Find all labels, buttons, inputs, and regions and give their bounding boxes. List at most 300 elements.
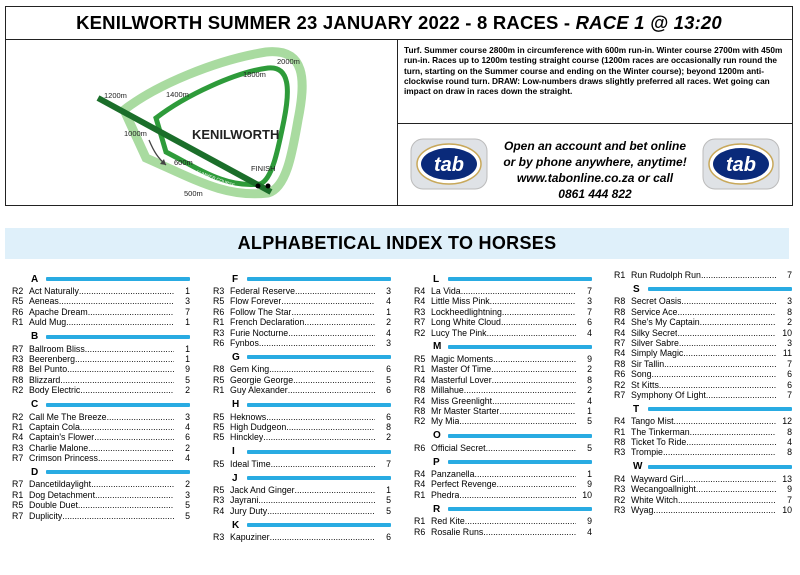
leader-dots [91, 479, 174, 489]
leader-dots [487, 328, 576, 338]
horse-name: Aeneas [29, 296, 59, 307]
race-code: R5 [414, 353, 426, 364]
section-letter: C [31, 399, 39, 411]
horse-entry[interactable] [12, 412, 190, 422]
section-divider [46, 335, 190, 339]
section-header [213, 350, 391, 364]
horse-number: 6 [386, 385, 391, 396]
horse-entry[interactable] [414, 317, 592, 327]
race-code: R1 [12, 421, 24, 432]
horse-entry[interactable] [414, 479, 592, 489]
horse-number: 9 [587, 516, 592, 527]
race-code: R5 [213, 411, 225, 422]
course-map [6, 40, 398, 205]
horse-entry[interactable] [614, 416, 792, 426]
leader-dots [79, 286, 174, 296]
horse-name: Bel Punto [29, 364, 68, 375]
horse-number: 6 [185, 432, 190, 443]
horse-entry[interactable] [614, 317, 792, 327]
race-code: R4 [213, 505, 225, 516]
tab-logo-icon[interactable] [702, 138, 780, 190]
section-letter: I [232, 446, 235, 458]
horse-number: 1 [185, 353, 190, 364]
horse-entry[interactable] [213, 506, 391, 516]
horse-number: 8 [787, 447, 792, 458]
horse-number: 3 [386, 286, 391, 296]
section-letter: R [433, 503, 441, 515]
horse-entry[interactable] [12, 432, 190, 442]
horse-name: Crimson Princess [29, 453, 98, 464]
race-code: R6 [414, 526, 426, 537]
horse-entry[interactable] [213, 338, 391, 348]
leader-dots [502, 307, 576, 317]
leader-dots [80, 385, 174, 395]
horse-name: Flow Forever [230, 296, 282, 307]
horse-entry[interactable] [614, 270, 792, 280]
horse-entry[interactable] [614, 348, 792, 358]
horse-number: 5 [185, 510, 190, 521]
horse-name: Symphony Of Light [631, 389, 706, 400]
leader-dots [67, 364, 174, 374]
horse-name: Double Duet [29, 500, 78, 511]
horse-entry[interactable] [414, 286, 592, 296]
horse-name: Dancetildaylight [29, 479, 92, 490]
horse-entry[interactable] [414, 364, 592, 374]
race-code: R2 [12, 286, 24, 296]
horse-entry[interactable] [614, 484, 792, 494]
leader-dots [271, 459, 375, 469]
horse-number: 3 [185, 489, 190, 500]
svg-text:tab: tab [726, 154, 756, 176]
horse-number: 1 [587, 405, 592, 416]
horse-entry[interactable] [414, 307, 592, 317]
horse-entry[interactable] [12, 443, 190, 453]
horse-number: 6 [386, 364, 391, 375]
leader-dots [461, 286, 576, 296]
race-code: R3 [213, 327, 225, 338]
horse-entry[interactable] [414, 296, 592, 306]
race-code: R1 [614, 426, 626, 437]
horse-entry[interactable] [213, 422, 391, 432]
leader-dots [491, 364, 576, 374]
horse-number: 4 [185, 421, 190, 432]
section-header [213, 272, 391, 286]
horse-number: 3 [185, 411, 190, 422]
section-divider [247, 450, 391, 454]
horse-number: 1 [185, 286, 190, 296]
horse-name: White Witch [631, 494, 678, 505]
horse-name: Auld Mug [29, 317, 67, 328]
horse-entry[interactable] [12, 344, 190, 354]
horse-name: Jack And Ginger [230, 485, 295, 496]
leader-dots [291, 307, 375, 317]
section-header [213, 445, 391, 459]
horse-number: 4 [587, 395, 592, 406]
section-divider [247, 523, 391, 527]
leader-dots [266, 412, 375, 422]
horse-number: 7 [787, 389, 792, 400]
race-code: R3 [213, 495, 225, 506]
horse-entry[interactable] [12, 500, 190, 510]
race-code: R3 [213, 286, 225, 296]
horse-entry[interactable] [213, 432, 391, 442]
section-header [12, 465, 190, 479]
label-1400m: 1400m [166, 90, 189, 99]
race-code: R3 [414, 306, 426, 317]
horse-number: 7 [587, 286, 592, 296]
horse-entry[interactable] [614, 390, 792, 400]
section-letter: M [433, 341, 442, 353]
horse-entry[interactable] [12, 286, 190, 296]
horse-number: 3 [386, 337, 391, 348]
leader-dots [304, 317, 375, 327]
leader-dots [259, 338, 375, 348]
race-code: R1 [614, 270, 626, 280]
label-1200m: 1200m [104, 91, 127, 100]
horse-entry[interactable] [213, 485, 391, 495]
race-code: R5 [12, 296, 24, 307]
horse-name: Jury Duty [230, 505, 268, 516]
race-code: R1 [414, 364, 426, 375]
horse-number: 6 [386, 411, 391, 422]
horse-number: 13 [782, 473, 792, 484]
section-letter: L [433, 273, 440, 285]
race-code: R7 [12, 453, 24, 464]
horse-entry[interactable] [614, 505, 792, 515]
race-code: R8 [614, 437, 626, 448]
section-letter: W [633, 461, 643, 473]
horse-entry[interactable] [414, 354, 592, 364]
horse-number: 7 [787, 270, 792, 280]
horse-name: Wyag [631, 505, 654, 516]
leader-dots [85, 344, 174, 354]
leader-dots [686, 437, 776, 447]
leader-dots [696, 484, 776, 494]
horse-name: Call Me The Breeze [29, 411, 107, 422]
horse-entry[interactable] [12, 479, 190, 489]
promo-text [490, 138, 700, 202]
section-letter: B [31, 331, 39, 343]
horse-name: Sir Tallin [631, 358, 665, 369]
horse-entry[interactable] [12, 453, 190, 463]
section-letter: T [633, 403, 640, 415]
horse-entry[interactable] [213, 307, 391, 317]
race-code: R5 [213, 421, 225, 432]
index-column-4 [614, 270, 792, 515]
leader-dots [263, 432, 375, 442]
horse-entry[interactable] [12, 511, 190, 521]
horse-entry[interactable] [414, 416, 592, 426]
index-column-3 [414, 270, 592, 537]
horse-name: Apache Dream [29, 306, 88, 317]
horse-entry[interactable] [12, 385, 190, 395]
race-code: R2 [12, 385, 24, 396]
horse-number: 3 [185, 296, 190, 307]
horse-entry[interactable] [12, 364, 190, 374]
horse-number: 3 [787, 296, 792, 307]
race-code: R3 [12, 353, 24, 364]
race-code: R8 [414, 405, 426, 416]
horse-name: Kapuziner [230, 532, 270, 543]
horse-entry[interactable] [414, 375, 592, 385]
leader-dots [659, 380, 776, 390]
horse-number: 1 [185, 317, 190, 328]
label-1800m: 1800m [243, 70, 266, 79]
horse-entry[interactable] [213, 459, 391, 469]
leader-dots [62, 511, 174, 521]
horse-entry[interactable] [614, 338, 792, 348]
horse-entry[interactable] [414, 490, 592, 500]
horse-number: 3 [787, 337, 792, 348]
section-divider [448, 460, 592, 464]
horse-entry[interactable] [213, 412, 391, 422]
horse-name: Run Rudolph Run [631, 270, 701, 280]
section-divider [247, 476, 391, 480]
race-code: R4 [414, 286, 426, 296]
race-code: R7 [12, 343, 24, 354]
horse-entry[interactable] [414, 443, 592, 453]
section-divider [46, 403, 190, 407]
race-code: R4 [414, 374, 426, 385]
race-code: R6 [12, 306, 24, 317]
leader-dots [66, 317, 174, 327]
horse-name: La Vida [431, 286, 461, 296]
horse-name: French Declaration [230, 317, 305, 328]
race-code: R5 [213, 432, 225, 443]
leader-dots [492, 375, 576, 385]
race-code: R4 [414, 469, 426, 480]
horse-number: 8 [587, 374, 592, 385]
horse-entry[interactable] [614, 437, 792, 447]
horse-number: 5 [386, 495, 391, 506]
section-header [414, 429, 592, 443]
horse-number: 2 [386, 432, 391, 443]
horse-entry[interactable] [213, 296, 391, 306]
horse-entry[interactable] [614, 427, 792, 437]
horse-entry[interactable] [213, 328, 391, 338]
horse-number: 2 [185, 385, 190, 396]
leader-dots [652, 369, 776, 379]
horse-entry[interactable] [213, 286, 391, 296]
horse-number: 3 [587, 296, 592, 307]
horse-entry[interactable] [614, 359, 792, 369]
race-code: R3 [213, 532, 225, 543]
leader-dots [501, 317, 576, 327]
index-column-2 [213, 270, 391, 543]
horse-number: 5 [185, 374, 190, 385]
section-letter: D [31, 466, 39, 478]
label-winter-course: WINTER COURSE [180, 91, 218, 111]
leader-dots [459, 490, 576, 500]
horse-name: Rosalie Runs [431, 526, 484, 537]
race-code: R3 [614, 484, 626, 495]
label-600m: 600m [174, 158, 193, 167]
race-code: R5 [213, 458, 225, 469]
title-race: RACE 1 @ 13:20 [575, 12, 722, 33]
race-code: R8 [614, 306, 626, 317]
section-divider [448, 507, 592, 511]
leader-dots [88, 307, 174, 317]
horse-name: Silver Sabre [631, 337, 679, 348]
horse-entry[interactable] [614, 474, 792, 484]
horse-number: 7 [787, 494, 792, 505]
race-code: R3 [12, 442, 24, 453]
leader-dots [267, 506, 375, 516]
race-code: R2 [414, 416, 426, 427]
horse-entry[interactable] [213, 375, 391, 385]
race-code: R7 [614, 337, 626, 348]
race-code: R7 [12, 479, 24, 490]
leader-dots [269, 364, 375, 374]
section-divider [448, 277, 592, 281]
horse-number: 10 [782, 327, 792, 338]
horse-entry[interactable] [213, 317, 391, 327]
section-header [614, 460, 792, 474]
horse-entry[interactable] [614, 380, 792, 390]
index-title: ALPHABETICAL INDEX TO HORSES [5, 228, 789, 259]
horse-entry[interactable] [614, 296, 792, 306]
leader-dots [690, 427, 776, 437]
horse-name: Little Miss Pink [431, 296, 490, 307]
race-code: R8 [12, 374, 24, 385]
tab-logo-icon[interactable] [410, 138, 488, 190]
leader-dots [706, 390, 776, 400]
horse-name: Red Kite [431, 516, 465, 527]
race-code: R3 [614, 447, 626, 458]
leader-dots [499, 406, 576, 416]
horse-entry[interactable] [12, 375, 190, 385]
race-code: R8 [213, 364, 225, 375]
horse-number: 1 [185, 343, 190, 354]
horse-number: 10 [582, 489, 592, 500]
horse-number: 5 [587, 442, 592, 453]
horse-entry[interactable] [414, 396, 592, 406]
horse-entry[interactable] [614, 328, 792, 338]
promo-line-3[interactable]: www.tabonline.co.za or call [516, 171, 674, 185]
horse-entry[interactable] [414, 328, 592, 338]
horse-entry[interactable] [213, 364, 391, 374]
horse-number: 4 [185, 453, 190, 464]
horse-name: Wecangoallnight [631, 484, 696, 495]
race-code: R1 [12, 317, 24, 328]
leader-dots [95, 490, 174, 500]
section-header [414, 340, 592, 354]
horse-number: 7 [386, 458, 391, 469]
section-divider [247, 277, 391, 281]
leader-dots [653, 505, 776, 515]
horse-number: 9 [587, 479, 592, 490]
horse-entry[interactable] [414, 385, 592, 395]
horse-entry[interactable] [414, 406, 592, 416]
section-letter: P [433, 456, 440, 468]
horse-entry[interactable] [12, 296, 190, 306]
course-name: KENILWORTH [192, 127, 280, 142]
horse-entry[interactable] [614, 447, 792, 457]
horse-entry[interactable] [12, 422, 190, 432]
leader-dots [701, 270, 776, 280]
horse-name: Ballroom Bliss [29, 343, 85, 354]
leader-dots [295, 485, 375, 495]
race-code: R7 [414, 317, 426, 328]
leader-dots [288, 328, 375, 338]
label-summer-course: SUMMER COURSE [195, 169, 236, 188]
horse-entry[interactable] [12, 317, 190, 327]
horse-entry[interactable] [213, 385, 391, 395]
race-code: R6 [213, 337, 225, 348]
horse-name: My Mia [431, 416, 460, 427]
section-header [414, 455, 592, 469]
horse-name: Act Naturally [29, 286, 79, 296]
race-code: R8 [414, 385, 426, 396]
horse-number: 11 [782, 348, 792, 359]
horse-entry[interactable] [614, 495, 792, 505]
race-code: R4 [614, 317, 626, 328]
horse-name: Fynbos [230, 337, 259, 348]
horse-number: 9 [185, 364, 190, 375]
race-code: R6 [213, 306, 225, 317]
horse-number: 4 [587, 526, 592, 537]
horse-number: 6 [787, 369, 792, 380]
horse-name: Miss Greenlight [431, 395, 493, 406]
leader-dots [80, 422, 174, 432]
leader-dots [700, 317, 776, 327]
leader-dots [677, 307, 776, 317]
leader-dots [98, 453, 174, 463]
horse-entry[interactable] [213, 532, 391, 542]
horse-number: 4 [787, 437, 792, 448]
label-2000m: 2000m [277, 57, 300, 66]
horse-number: 1 [386, 485, 391, 496]
horse-entry[interactable] [414, 469, 592, 479]
horse-entry[interactable] [414, 516, 592, 526]
leader-dots [75, 354, 174, 364]
race-code: R4 [414, 296, 426, 307]
finish-post-1 [256, 184, 261, 189]
horse-entry[interactable] [12, 354, 190, 364]
horse-name: Simply Magic [631, 348, 684, 359]
leader-dots [663, 447, 776, 457]
tab-promo-area [398, 123, 792, 205]
horse-number: 5 [587, 416, 592, 427]
race-code: R4 [614, 348, 626, 359]
section-header [12, 272, 190, 286]
finish-post-2 [266, 184, 271, 189]
horse-entry[interactable] [213, 495, 391, 505]
horse-name: Wayward Girl [631, 473, 684, 484]
leader-dots [681, 296, 776, 306]
section-divider [46, 277, 190, 281]
horse-entry[interactable] [614, 307, 792, 317]
horse-entry[interactable] [12, 307, 190, 317]
horse-entry[interactable] [614, 369, 792, 379]
horse-name: Trompie [631, 447, 663, 458]
horse-number: 1 [386, 306, 391, 317]
leader-dots [293, 375, 375, 385]
horse-name: Song [631, 369, 652, 380]
horse-entry[interactable] [12, 490, 190, 500]
horse-name: Official Secret [431, 442, 486, 453]
horse-number: 2 [185, 479, 190, 490]
section-divider [448, 434, 592, 438]
section-divider [648, 465, 792, 469]
horse-entry[interactable] [414, 527, 592, 537]
leader-dots [459, 416, 576, 426]
horse-name: Furie Nocturne [230, 327, 289, 338]
section-header [414, 272, 592, 286]
horse-name: Silky Secret [631, 327, 678, 338]
section-letter: K [232, 519, 240, 531]
section-header [213, 518, 391, 532]
